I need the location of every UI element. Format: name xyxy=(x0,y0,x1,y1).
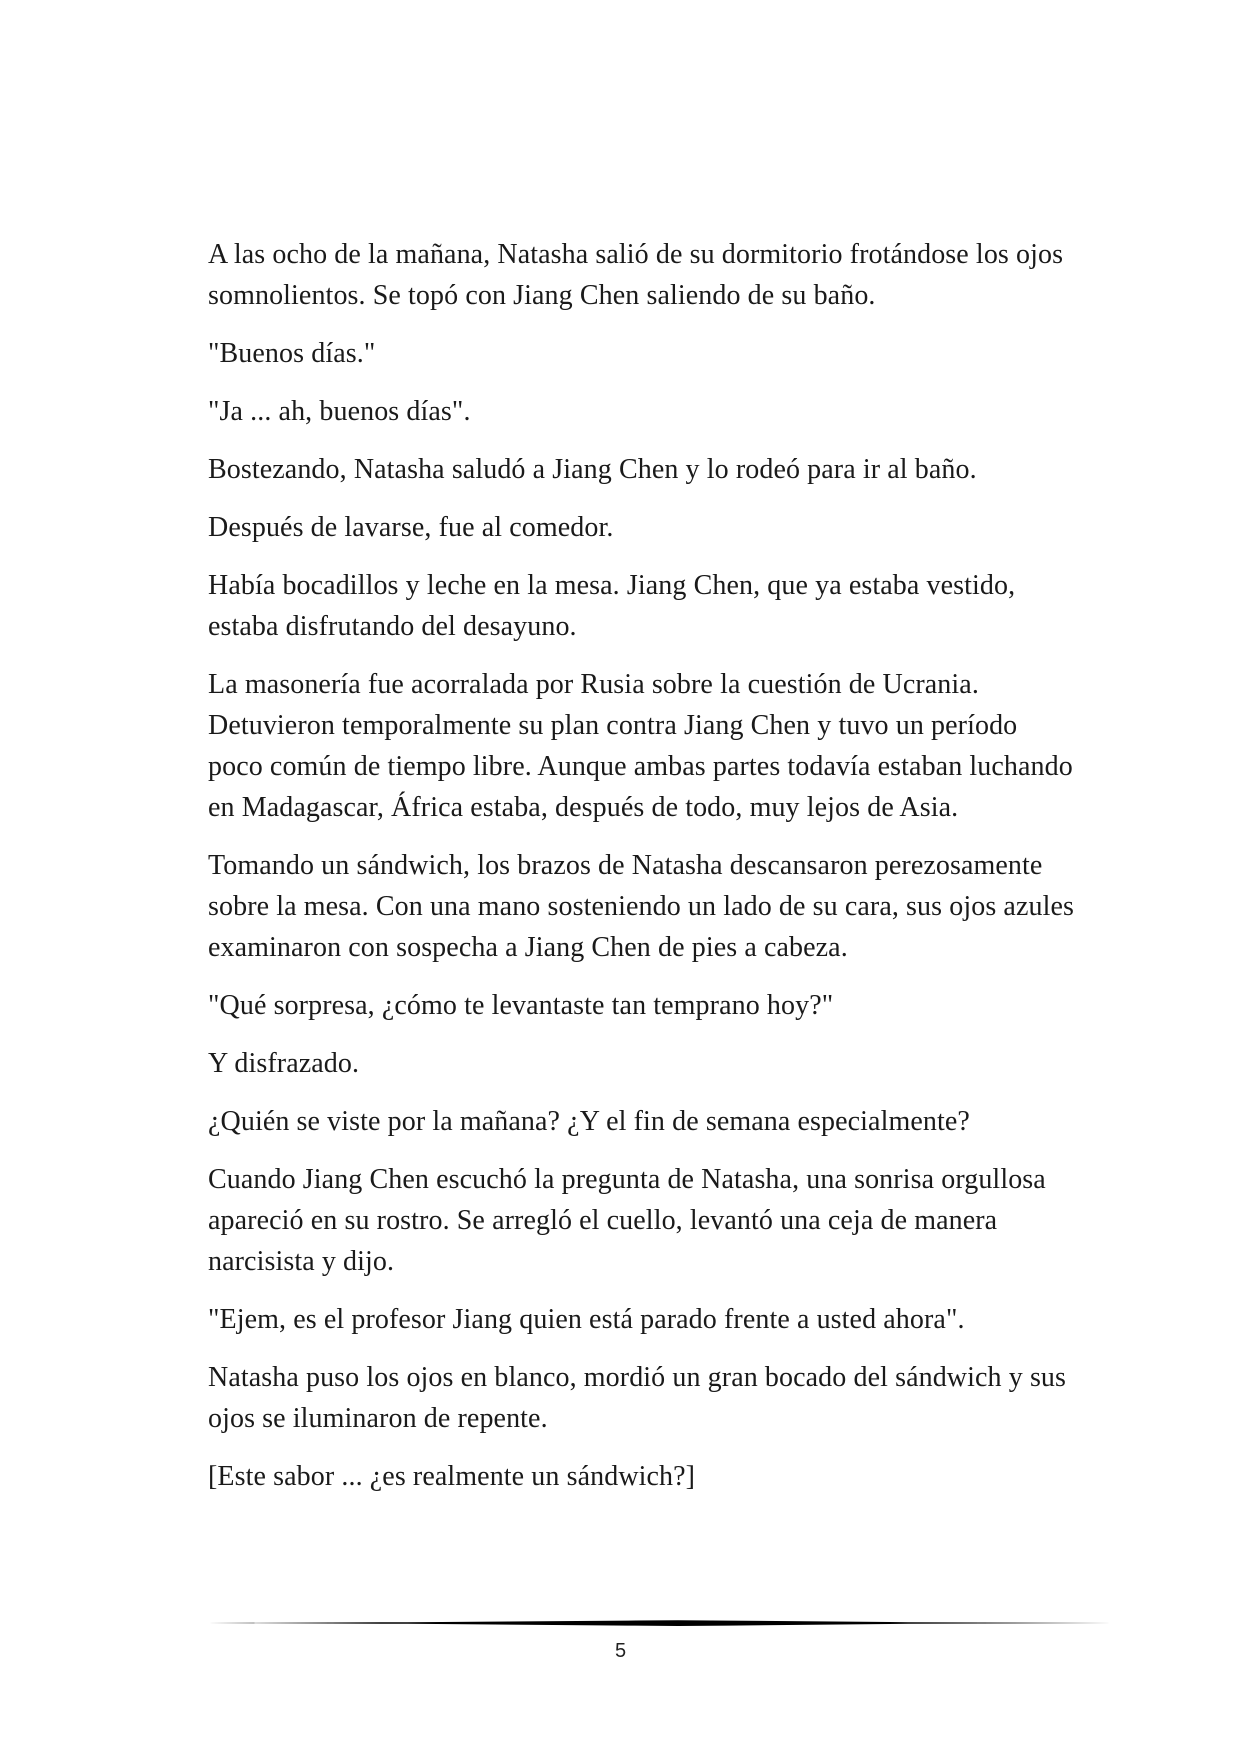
paragraph: [Este sabor ... ¿es realmente un sándwich?] xyxy=(208,1461,696,1492)
paragraph: Había bocadillos y leche en la mesa. Jiang Chen, que ya estaba vestido, estaba disfrutando del desayuno. xyxy=(208,570,1016,642)
paragraph: Después de lavarse, fue al comedor. xyxy=(208,512,614,543)
footer-rule xyxy=(208,1617,1112,1629)
paragraph: Natasha puso los ojos en blanco, mordió un gran bocado del sándwich y sus ojos se iluminaron de repente. xyxy=(208,1362,1067,1434)
paragraph: Cuando Jiang Chen escuchó la pregunta de Natasha, una sonrisa orgullosa apareció en su rostro. Se arregló el cuello, levantó una ceja de manera narcisista y dijo. xyxy=(208,1164,1046,1277)
paragraph: Tomando un sándwich, los brazos de Natasha descansaron perezosamente sobre la mesa. Con una mano sosteniendo un lado de su cara, sus ojos azules examinaron con sospecha a Jiang Chen de pies a cabeza. xyxy=(208,850,1074,963)
paragraph: "Ja ... ah, buenos días". xyxy=(208,396,471,427)
paragraph: "Buenos días." xyxy=(208,338,376,369)
page-number: 5 xyxy=(614,1640,627,1662)
paragraph: Y disfrazado. xyxy=(208,1048,360,1079)
paragraph: "Qué sorpresa, ¿cómo te levantaste tan temprano hoy?" xyxy=(208,990,834,1021)
paragraph: Bostezando, Natasha saludó a Jiang Chen y lo rodeó para ir al baño. xyxy=(208,454,977,485)
paragraph: "Ejem, es el profesor Jiang quien está parado frente a usted ahora". xyxy=(208,1304,965,1335)
body-text xyxy=(208,234,1078,1514)
paragraph: A las ocho de la mañana, Natasha salió de su dormitorio frotándose los ojos somnolientos. Se topó con Jiang Chen saliendo de su baño. xyxy=(208,239,1064,311)
paragraph: La masonería fue acorralada por Rusia sobre la cuestión de Ucrania. Detuvieron temporalmente su plan contra Jiang Chen y tuvo un período poco común de tiempo libre. Aunque ambas partes todavía estaban luchando en Madagascar, África estaba, después de todo, muy lejos de Asia. xyxy=(208,669,1073,823)
paragraph: ¿Quién se viste por la mañana? ¿Y el fin de semana especialmente? xyxy=(208,1106,970,1137)
